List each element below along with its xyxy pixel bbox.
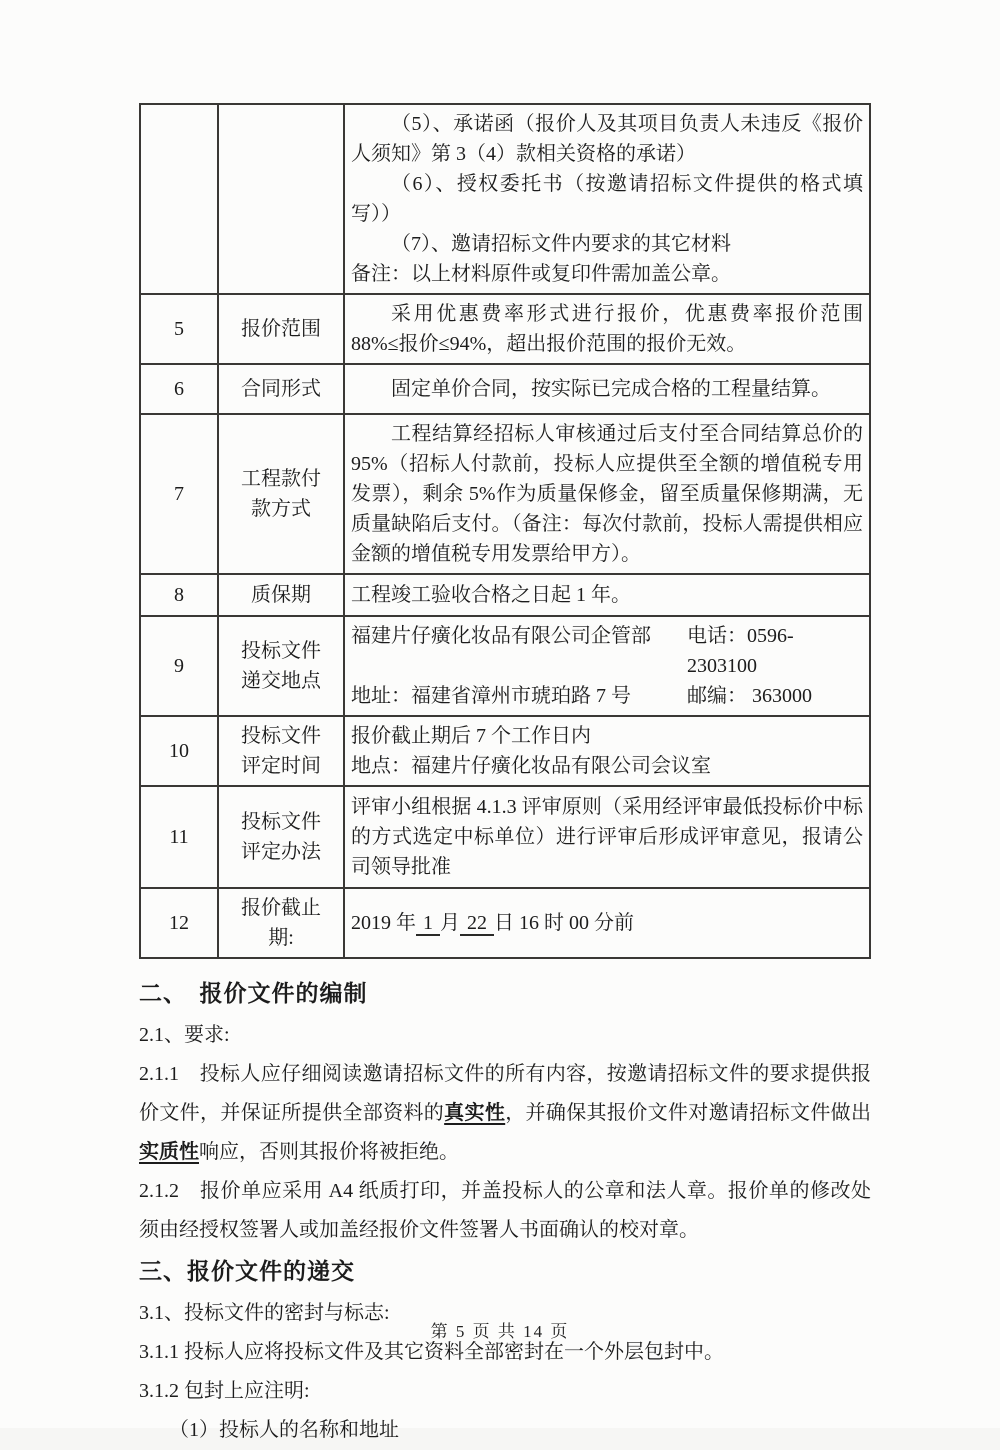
- table-row: [140, 616, 870, 716]
- table-row: [140, 104, 870, 294]
- content-line: （7）、邀请招标文件内要求的其它材料: [391, 233, 731, 255]
- section-heading-2: 二、 报价文件的编制: [139, 981, 368, 1006]
- row-content-cell: [344, 574, 870, 616]
- para-2-1-1: [139, 1055, 871, 1172]
- content-line: 工程竣工验收合格之日起 1 年。: [351, 584, 631, 606]
- text-segment: 2019 年: [351, 912, 416, 934]
- row-label-cell: [218, 294, 344, 364]
- content-line: 工程结算经招标人审核通过后支付至合同结算总价的95%（招标人付款前，投标人应提供至全额的增值税专用发票），剩余 5%作为质量保修金，留至质量保修期满，无质量缺陷后支付。（备注：每次付款前，投标人需提供相应金额的增值税专用发票给甲方）。: [351, 423, 863, 565]
- table-row: [140, 294, 870, 364]
- row-label-line: 款方式: [251, 498, 311, 520]
- content-line-two-col: [351, 621, 863, 681]
- row-content-cell: [344, 414, 870, 574]
- content-line: 采用优惠费率形式进行报价，优惠费率报价范围 88%≤报价≤94%，超出报价范围的报价无效。: [351, 303, 863, 355]
- row-content-cell: [344, 616, 870, 716]
- text-segment: 响应，否则其报价将被拒绝。: [199, 1141, 459, 1163]
- table-row: [140, 414, 870, 574]
- emphasized-text: 实质性: [139, 1141, 199, 1163]
- row-content-cell: [344, 716, 870, 786]
- text-segment: ，并确保其报价文件对邀请招标文件做出: [505, 1102, 872, 1124]
- row-label-line: 评定时间: [241, 755, 321, 777]
- table-row: [140, 716, 870, 786]
- content-line: （5）、承诺函（报价人及其项目负责人未违反《报价人须知》第 3（4）款相关资格的承诺）: [351, 113, 863, 165]
- table-row: [140, 574, 870, 616]
- row-number-cell: 12: [140, 888, 218, 958]
- body-text: [139, 972, 871, 1450]
- text-segment: 2.1.1 投标人应仔细阅读邀请招标文件的所有内容，按邀请招标文件的要求提供报价文件，并保证所提供全部资料的: [139, 1063, 871, 1124]
- content-right-text: 电话：0596-2303100: [687, 625, 794, 677]
- content-line-two-col: [351, 681, 863, 711]
- row-label-cell: [218, 616, 344, 716]
- content-right-text: 邮编： 363000: [687, 685, 812, 707]
- para-2-1-2: 2.1.2 报价单应采用 A4 纸质打印，并盖投标人的公章和法人章。报价单的修改处须由经授权签署人或加盖经报价文件签署人书面确认的校对章。: [139, 1180, 871, 1241]
- row-label-cell: [218, 786, 344, 888]
- spec-table-body: [140, 104, 870, 958]
- row-number-cell: 9: [140, 616, 218, 716]
- row-label-cell: [218, 104, 344, 294]
- row-label-line: 投标文件: [241, 811, 321, 833]
- row-label-line: 期:: [268, 927, 294, 949]
- content-line-segments: [351, 908, 863, 938]
- content-line: 备注：以上材料原件或复印件需加盖公章。: [351, 263, 731, 285]
- filled-blank: 1: [416, 912, 440, 936]
- filled-blank: 22: [460, 912, 494, 936]
- row-label-cell: [218, 716, 344, 786]
- page-footer: 第 5 页 共 14 页: [430, 1322, 570, 1341]
- table-row: [140, 364, 870, 414]
- row-number-cell: 5: [140, 294, 218, 364]
- row-label-line: 报价截止: [241, 897, 321, 919]
- row-number-cell: 8: [140, 574, 218, 616]
- row-label-cell: [218, 888, 344, 958]
- para-3-1: 3.1、投标文件的密封与标志:: [139, 1302, 390, 1324]
- row-content-cell: [344, 294, 870, 364]
- row-content-cell: [344, 786, 870, 888]
- row-label-line: 报价范围: [241, 318, 321, 340]
- table-row: [140, 786, 870, 888]
- row-content-cell: [344, 364, 870, 414]
- para-3-1-1: 3.1.1 投标人应将投标文件及其它资料全部密封在一个外层包封中。: [139, 1341, 724, 1363]
- row-content-cell: [344, 104, 870, 294]
- row-number-cell: 11: [140, 786, 218, 888]
- content-line: 地点：福建片仔癀化妆品有限公司会议室: [351, 755, 711, 777]
- text-segment: 月: [440, 912, 460, 934]
- row-label-line: 递交地点: [241, 670, 321, 692]
- row-number-cell: [140, 104, 218, 294]
- row-content-cell: [344, 888, 870, 958]
- content-line: （6）、授权委托书（按邀请招标文件提供的格式填写））: [351, 173, 863, 225]
- page-content: [139, 103, 871, 1450]
- content-left-text: 福建片仔癀化妆品有限公司企管部: [351, 625, 651, 647]
- row-label-line: 质保期: [251, 584, 311, 606]
- row-label-cell: [218, 574, 344, 616]
- row-number-cell: 10: [140, 716, 218, 786]
- content-line: 报价截止期后 7 个工作日内: [351, 725, 591, 747]
- section-heading-3: 三、报价文件的递交: [139, 1259, 355, 1284]
- row-label-line: 合同形式: [241, 378, 321, 400]
- spec-table: [139, 103, 871, 959]
- row-label-cell: [218, 364, 344, 414]
- row-label-line: 投标文件: [241, 640, 321, 662]
- emphasized-text: 真实性: [444, 1102, 506, 1124]
- row-number-cell: 6: [140, 364, 218, 414]
- content-line: 评审小组根据 4.1.3 评审原则（采用经评审最低投标价中标的方式选定中标单位）进行评审后形成评审意见，报请公司领导批准: [351, 796, 863, 878]
- table-row: [140, 888, 870, 958]
- content-line: 固定单价合同，按实际已完成合格的工程量结算。: [391, 378, 831, 400]
- para-3-1-2: 3.1.2 包封上应注明:: [139, 1380, 310, 1402]
- para-3-1-2-item-1: （1）投标人的名称和地址: [169, 1419, 399, 1441]
- row-label-line: 评定办法: [241, 841, 321, 863]
- row-number-cell: 7: [140, 414, 218, 574]
- row-label-line: 工程款付: [241, 468, 321, 490]
- row-label-line: 投标文件: [241, 725, 321, 747]
- content-left-text: 地址：福建省漳州市琥珀路 7 号: [351, 685, 631, 707]
- text-segment: 日 16 时 00 分前: [494, 912, 634, 934]
- para-2-1: 2.1、要求:: [139, 1024, 230, 1046]
- row-label-cell: [218, 414, 344, 574]
